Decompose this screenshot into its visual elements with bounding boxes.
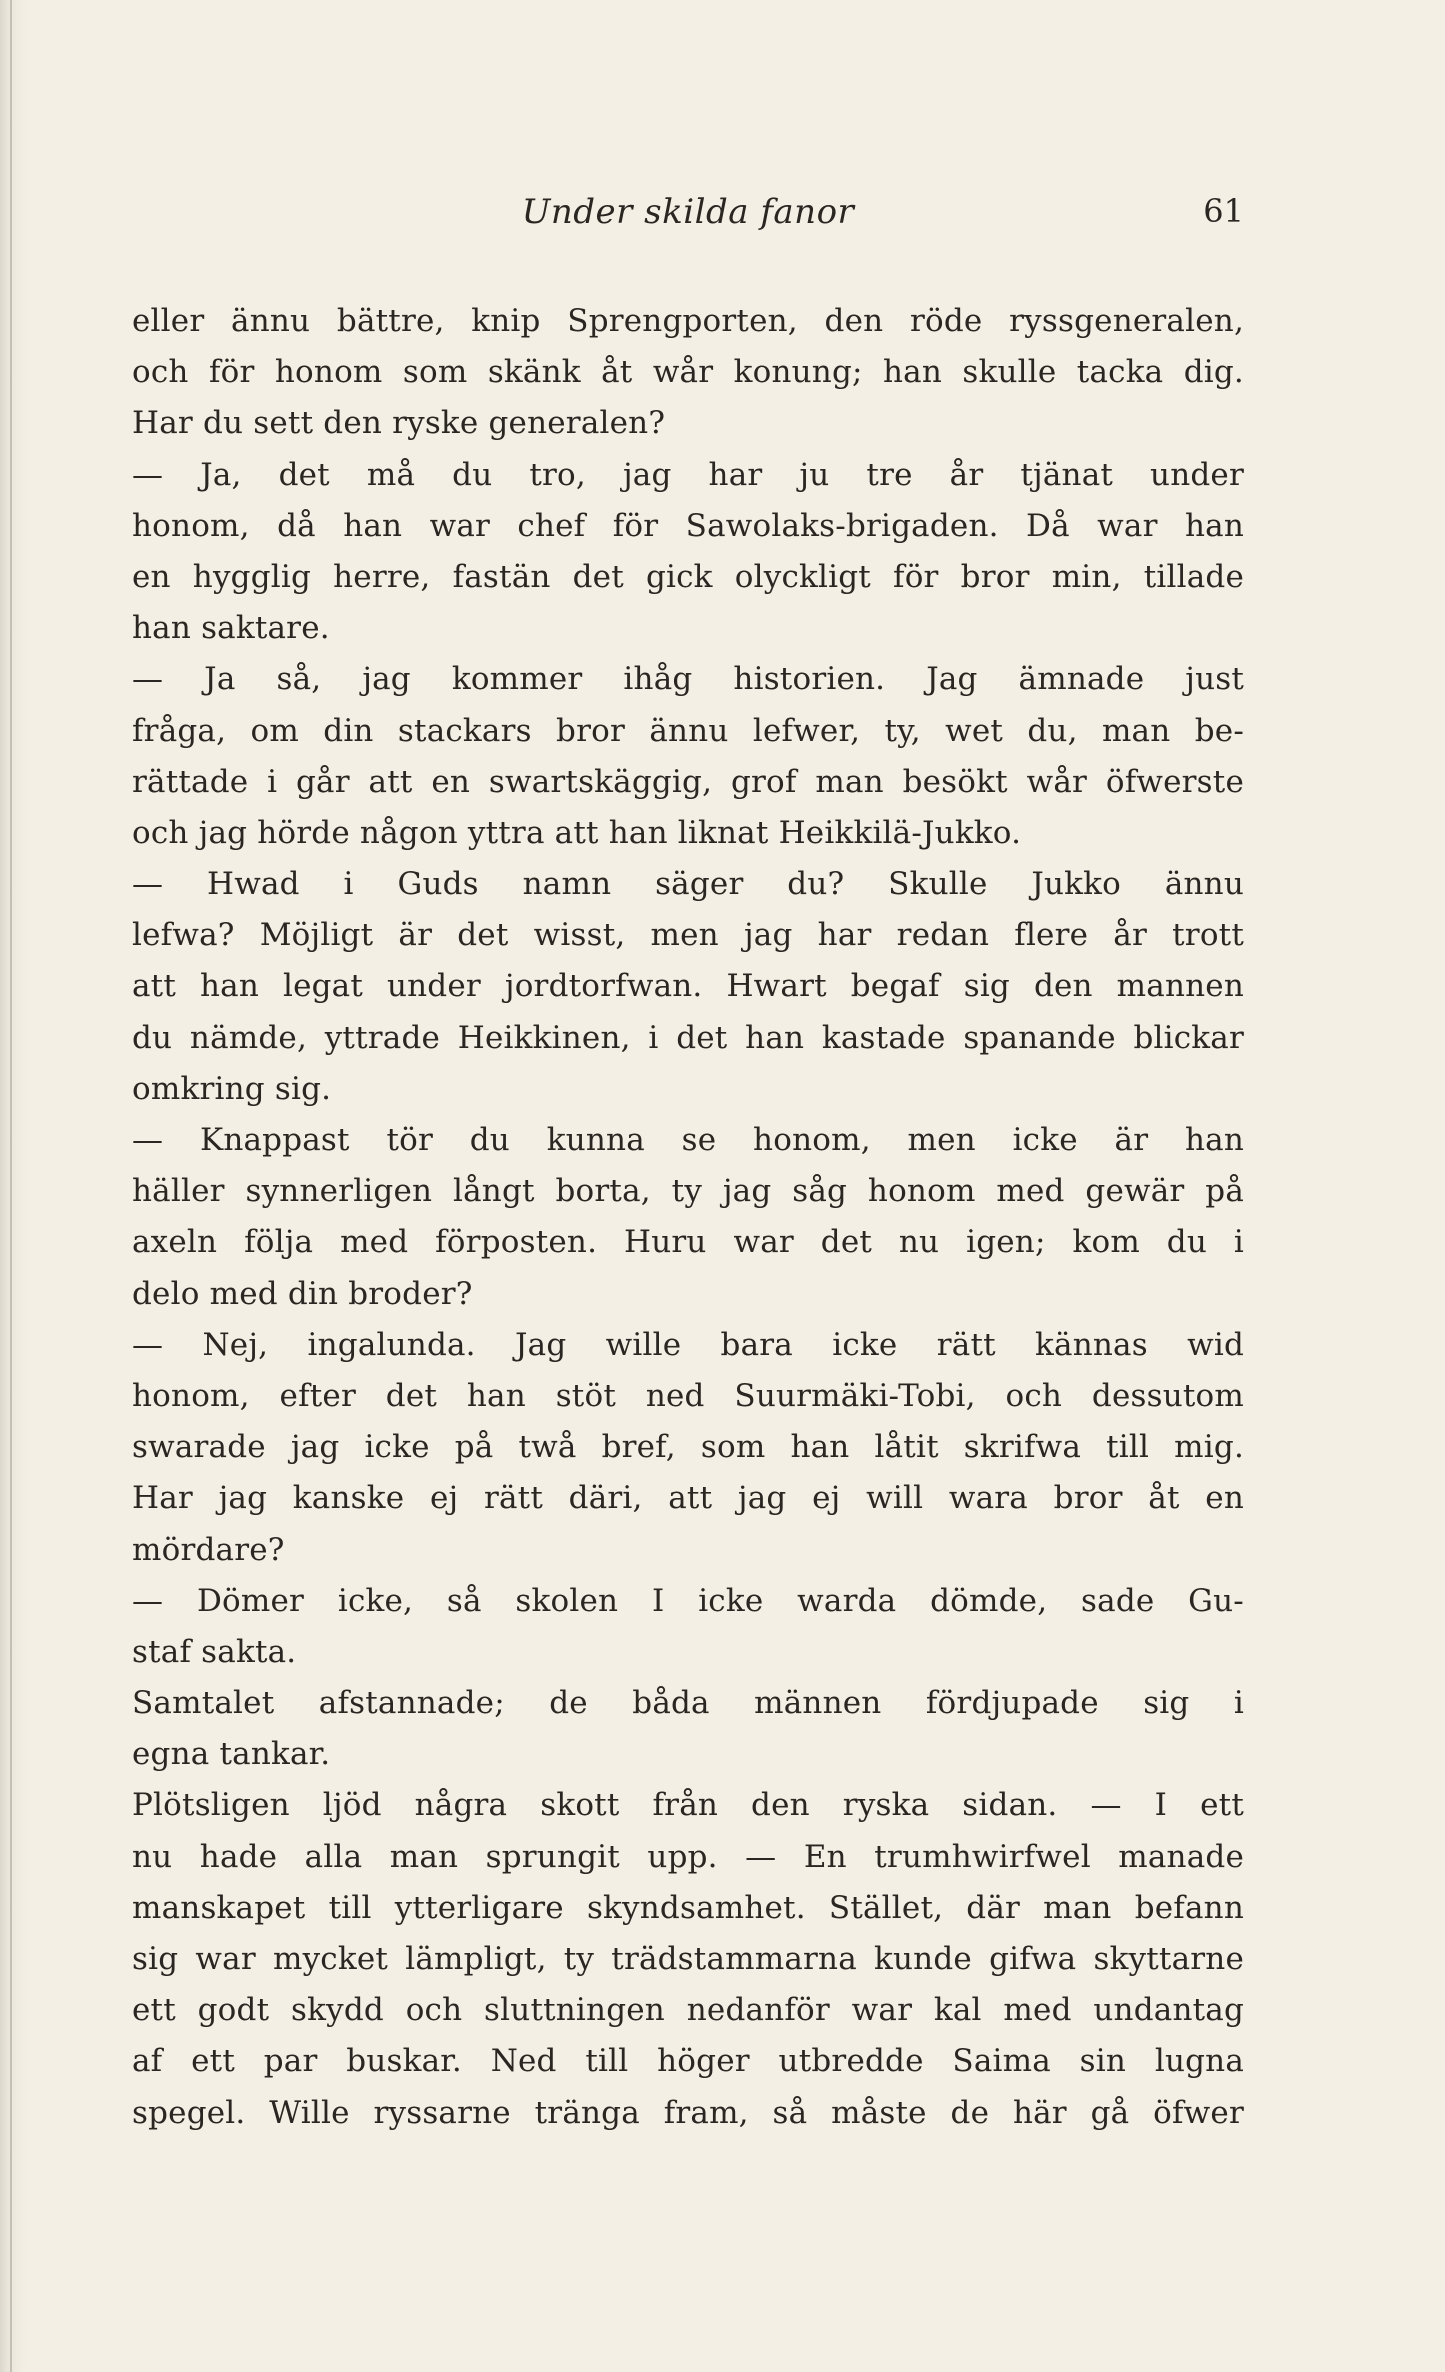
- text-line: — Nej, ingalunda. Jag wille bara icke rätt kännas wid: [132, 1326, 1244, 1363]
- text-line: ett godt skydd och sluttningen nedanför war kal med undantag: [132, 1992, 1244, 2029]
- text-line: och för honom som skänk åt wår konung; han skulle tacka dig.: [132, 354, 1244, 391]
- text-line: axeln följa med förposten. Huru war det nu igen; kom du i: [132, 1224, 1244, 1261]
- text-line: Har jag kanske ej rätt däri, att jag ej will wara bror åt en: [132, 1480, 1244, 1517]
- text-line: af ett par buskar. Ned till höger utbredde Saima sin lugna: [132, 2043, 1244, 2080]
- text-line: staf sakta.: [132, 1633, 297, 1670]
- text-line: rättade i går att en swartskäggig, grof man besökt wår öfwerste: [132, 763, 1244, 800]
- text-line: nu hade alla man sprungit upp. — En trumhwirfwel manade: [132, 1838, 1244, 1875]
- text-line: han saktare.: [132, 610, 330, 647]
- text-line: Plötsligen ljöd några skott från den ryska sidan. — I ett: [132, 1787, 1244, 1824]
- text-line: — Knappast tör du kunna se honom, men icke är han: [132, 1122, 1244, 1158]
- text-line: omkring sig.: [132, 1070, 332, 1107]
- text-line: Har du sett den ryske generalen?: [132, 405, 666, 442]
- text-line: honom, då han war chef för Sawolaks-brigaden. Då war han: [132, 507, 1244, 544]
- text-line: delo med din broder?: [132, 1275, 473, 1312]
- page-number: 61: [1203, 192, 1244, 230]
- text-line: — Ja, det må du tro, jag har ju tre år tjänat under: [132, 456, 1244, 493]
- text-line: spegel. Wille ryssarne tränga fram, så måste de här gå öfwer: [132, 2094, 1244, 2131]
- text-line: lefwa? Möjligt är det wisst, men jag har redan flere år trott: [132, 917, 1244, 954]
- text-line: Samtalet afstannade; de båda männen fördjupade sig i: [132, 1685, 1244, 1722]
- body-text: [132, 296, 1244, 2139]
- text-line: honom, efter det han stöt ned Suurmäki-Tobi, och dessutom: [132, 1377, 1244, 1414]
- text-line: manskapet till ytterligare skyndsamhet. Stället, där man befann: [132, 1889, 1244, 1926]
- text-line: — Hwad i Guds namn säger du? Skulle Jukko ännu: [132, 866, 1244, 903]
- page-header: [132, 192, 1244, 240]
- text-line: — Ja så, jag kommer ihåg historien. Jag ämnade just: [132, 661, 1244, 698]
- text-line: en hygglig herre, fastän det gick olyckligt för bror min, tillade: [132, 558, 1244, 595]
- text-line: mördare?: [132, 1531, 285, 1568]
- text-line: att han legat under jordtorfwan. Hwart begaf sig den mannen: [132, 968, 1244, 1005]
- running-title: Under skilda fanor: [521, 192, 855, 232]
- text-line: och jag hörde någon yttra att han liknat Heikkilä-Jukko.: [132, 814, 1022, 851]
- text-line: häller synnerligen långt borta, ty jag såg honom med gewär på: [132, 1173, 1244, 1210]
- text-line: sig war mycket lämpligt, ty trädstammarna kunde gifwa skyttarne: [132, 1941, 1244, 1977]
- text-line: swarade jag icke på twå bref, som han låtit skrifwa till mig.: [132, 1429, 1244, 1466]
- page-gutter-edge: [10, 0, 12, 2372]
- text-line: du nämde, yttrade Heikkinen, i det han kastade spanande blickar: [132, 1019, 1244, 1056]
- text-line: fråga, om din stackars bror ännu lefwer, ty, wet du, man be-: [132, 712, 1244, 749]
- text-line: eller ännu bättre, knip Sprengporten, den röde ryssgeneralen,: [132, 303, 1244, 339]
- text-line: — Dömer icke, så skolen I icke warda dömde, sade Gu-: [132, 1582, 1244, 1619]
- text-line: egna tankar.: [132, 1736, 331, 1773]
